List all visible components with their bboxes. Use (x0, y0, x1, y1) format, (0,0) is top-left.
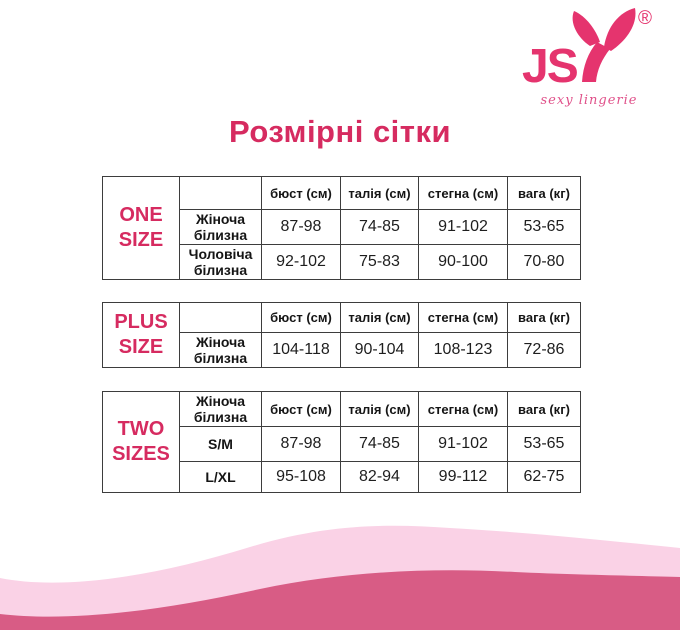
size-label-plus-size: PLUS SIZE (103, 303, 180, 368)
logo-tagline: sexy lingerie (540, 93, 638, 108)
table-one-size (102, 176, 581, 280)
logo-letters: JS (522, 40, 577, 92)
value-cell: 74-85 (341, 210, 419, 245)
value-cell: 90-100 (419, 245, 508, 280)
category-header-cell: Жіноча білизна (180, 392, 262, 427)
row-label: Жіноча білизна (180, 210, 262, 245)
value-cell: 91-102 (419, 427, 508, 462)
value-cell: 75-83 (341, 245, 419, 280)
col-header-bust: бюст (см) (262, 303, 341, 333)
value-cell: 87-98 (262, 427, 341, 462)
table-header-row (103, 392, 581, 427)
table-two-sizes (102, 391, 581, 493)
col-header-bust: бюст (см) (262, 392, 341, 427)
table-header-row (103, 303, 581, 333)
value-cell: 104-118 (262, 333, 341, 368)
value-cell: 82-94 (341, 462, 419, 493)
col-header-hips: стегна (см) (419, 303, 508, 333)
col-header-bust: бюст (см) (262, 177, 341, 210)
row-label: Жіноча білизна (180, 333, 262, 368)
category-header-cell (180, 177, 262, 210)
size-label-two-sizes: TWO SIZES (103, 392, 180, 493)
col-header-hips: стегна (см) (419, 392, 508, 427)
value-cell: 53-65 (508, 427, 581, 462)
col-header-waist: талія (см) (341, 177, 419, 210)
category-header-cell (180, 303, 262, 333)
page-title: Розмірні сітки (228, 114, 452, 149)
bottom-waves-decoration (0, 510, 680, 630)
row-label: S/M (180, 427, 262, 462)
value-cell: 74-85 (341, 427, 419, 462)
value-cell: 108-123 (419, 333, 508, 368)
registered-trademark-icon: ® (638, 8, 652, 29)
value-cell: 72-86 (508, 333, 581, 368)
col-header-waist: талія (см) (341, 392, 419, 427)
table-plus-size (102, 302, 581, 368)
table-header-row (103, 177, 581, 210)
value-cell: 53-65 (508, 210, 581, 245)
row-label: Чоловіча білизна (180, 245, 262, 280)
value-cell: 95-108 (262, 462, 341, 493)
col-header-hips: стегна (см) (419, 177, 508, 210)
value-cell: 87-98 (262, 210, 341, 245)
right-leaf-icon (604, 8, 635, 51)
value-cell: 91-102 (419, 210, 508, 245)
jsy-logo-icon (520, 6, 658, 92)
size-label-one-size: ONE SIZE (103, 177, 180, 280)
brand-logo (520, 6, 658, 108)
value-cell: 62-75 (508, 462, 581, 493)
value-cell: 90-104 (341, 333, 419, 368)
value-cell: 99-112 (419, 462, 508, 493)
col-header-weight: вага (кг) (508, 303, 581, 333)
col-header-weight: вага (кг) (508, 177, 581, 210)
value-cell: 70-80 (508, 245, 581, 280)
col-header-waist: талія (см) (341, 303, 419, 333)
col-header-weight: вага (кг) (508, 392, 581, 427)
value-cell: 92-102 (262, 245, 341, 280)
row-label: L/XL (180, 462, 262, 493)
